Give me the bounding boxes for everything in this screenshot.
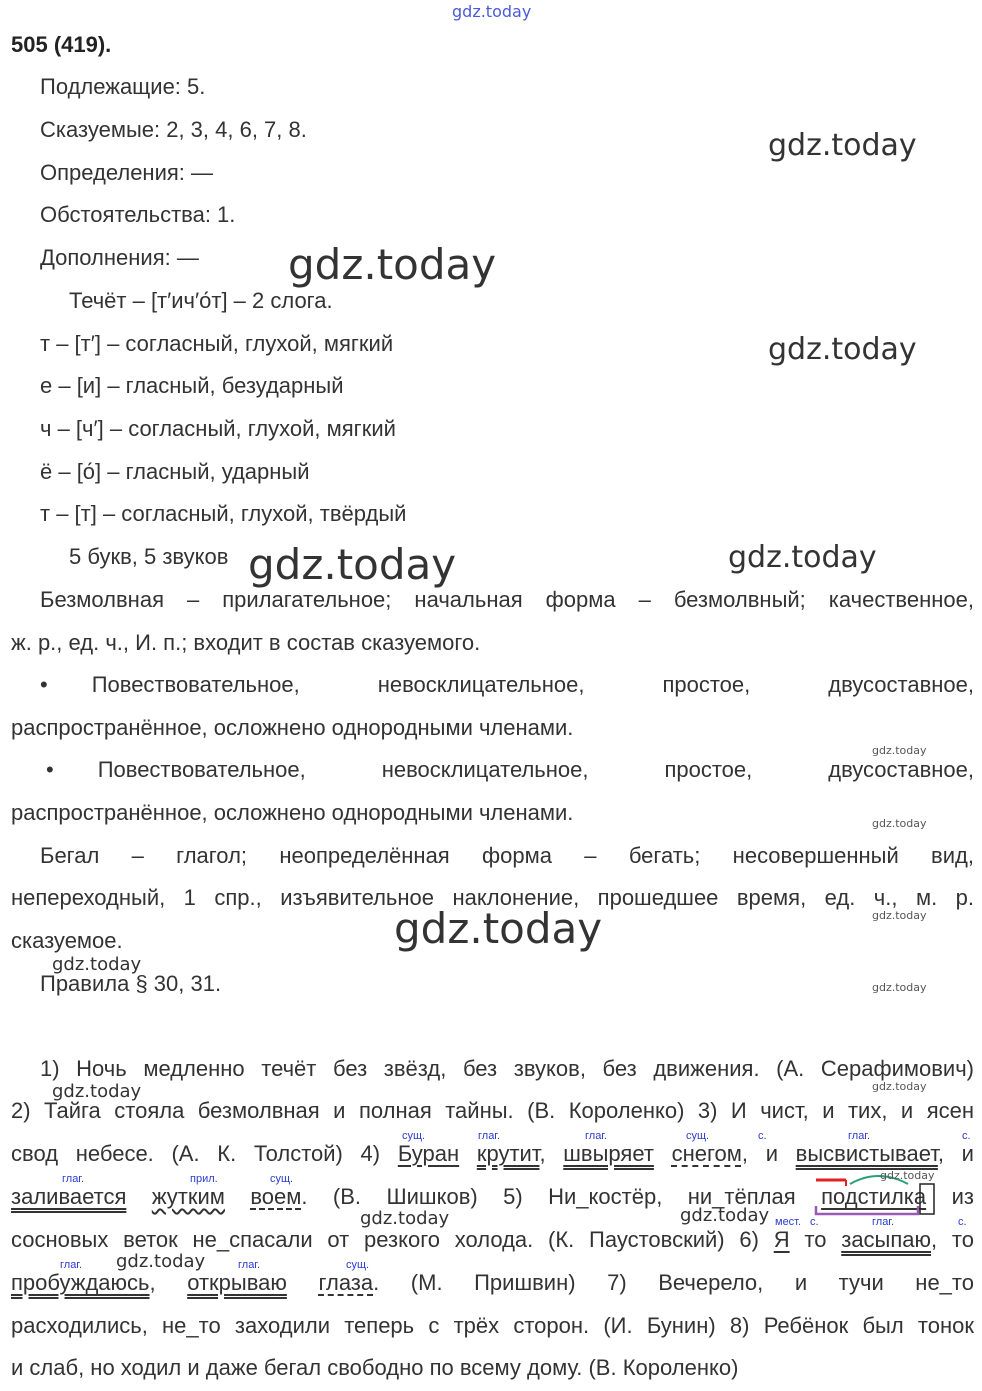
objects-line: Дополнения: — — [40, 245, 199, 270]
pos-tag: сущ. — [346, 1259, 370, 1271]
pos-tag: глаг. — [848, 1130, 871, 1142]
plain-text: сосновых веток не_спасали от резкого холода. (К. Паустовский) 6) — [11, 1227, 759, 1252]
phonetic-row: ё – [о́] – гласный, ударный — [40, 459, 310, 484]
plain-text: , то — [931, 1227, 974, 1252]
subject-word: Буран — [397, 1141, 460, 1166]
predicate-word: высвистывает — [795, 1141, 938, 1166]
pos-tag: сущ. — [686, 1130, 710, 1142]
watermark: gdz.today — [872, 744, 927, 757]
watermark: gdz.today — [768, 128, 917, 163]
letters-sounds: 5 букв, 5 звуков — [69, 544, 229, 569]
phonetic-title: Течёт – [т′ич′о́т] – 2 слога. — [69, 288, 333, 313]
plain-text: то — [804, 1227, 827, 1252]
sentence-line-7: расходились, не_то заходили теперь с трёх сторон. (И. Бунин) 8) Ребёнок был тонок — [11, 1313, 974, 1338]
watermark: gdz.today — [394, 904, 603, 953]
phonetic-row: ч – [ч′] – согласный, глухой, мягкий — [40, 416, 396, 441]
watermark: gdz.today — [52, 1081, 142, 1102]
watermark: gdz.today — [872, 1080, 927, 1093]
phonetic-row: е – [и] – гласный, безударный — [40, 373, 344, 398]
pos-tag: глаг. — [478, 1130, 501, 1142]
pos-tag: сущ. — [402, 1130, 426, 1142]
plain-text: свод небесе. (А. К. Толстой) 4) — [11, 1141, 381, 1166]
plain-text: , и — [937, 1141, 974, 1166]
attribute-word: жутким — [151, 1184, 225, 1209]
pos-tag: сущ. — [270, 1173, 294, 1185]
plain-text: , и — [741, 1141, 778, 1166]
object-word: воем — [250, 1184, 302, 1209]
predicate-word: пробуждаюсь — [11, 1270, 150, 1295]
subject-word: подстилка — [821, 1184, 927, 1209]
pos-tag: мест. — [775, 1216, 802, 1228]
predicate-word: открываю — [187, 1270, 287, 1295]
bullet-1-line-2: распространённое, осложнено однородными членами. — [11, 715, 574, 740]
predicates-line: Сказуемые: 2, 3, 4, 6, 7, 8. — [40, 117, 307, 142]
sentence-line-3 — [11, 1139, 974, 1169]
attributes-line: Определения: — — [40, 160, 214, 185]
pos-tag: прил. — [190, 1173, 218, 1185]
watermark: gdz.today — [872, 909, 927, 922]
comma: , — [539, 1141, 546, 1166]
pos-tag: с. — [958, 1216, 967, 1228]
watermark: gdz.today — [872, 817, 927, 830]
predicate-word: крутит — [476, 1141, 540, 1166]
rules-line: Правила § 30, 31. — [40, 971, 222, 996]
pos-tag: с. — [962, 1130, 971, 1142]
plain-text: . (В. Шишков) 5) Ни_костёр, ни_тёплая — [301, 1184, 796, 1209]
begal-line-2: непереходный, 1 спр., изъявительное наклонение, прошедшее время, ед. ч., м. р. — [11, 885, 974, 910]
watermark: gdz.today — [116, 1251, 206, 1272]
pos-tag: с. — [810, 1216, 819, 1228]
begal-line-3: сказуемое. — [11, 928, 123, 953]
stem-bracket — [816, 1206, 918, 1214]
watermark: gdz.today — [872, 981, 927, 994]
bullet-2-line-2: распространённое, осложнено однородными членами. — [11, 800, 574, 825]
ending-box — [920, 1184, 934, 1214]
pos-tag: глаг. — [238, 1259, 261, 1271]
subjects-line: Подлежащие: 5. — [40, 74, 206, 99]
pos-tag: глаг. — [62, 1173, 85, 1185]
begal-line-1: Бегал – глагол; неопределённая форма – бегать; несовершенный вид, — [40, 843, 974, 868]
pos-tag: глаг. — [60, 1259, 83, 1271]
bullet-1-line-1: • Повествовательное, невосклицательное, простое, двусоставное, — [40, 672, 974, 697]
pos-tag: глаг. — [585, 1130, 608, 1142]
object-word: глаза — [318, 1270, 374, 1295]
watermark: gdz.today — [680, 1205, 770, 1226]
watermark: gdz.today — [288, 240, 497, 289]
phonetic-row: т – [т] – согласный, глухой, твёрдый — [40, 501, 407, 526]
predicate-word: заливается — [11, 1184, 127, 1209]
watermark: gdz.today — [880, 1169, 935, 1182]
plain-text: из — [951, 1184, 974, 1209]
watermark: gdz.today — [728, 540, 877, 575]
subject-word: Я — [773, 1227, 790, 1252]
predicate-word: швыряет — [563, 1141, 654, 1166]
pos-tag: с. — [758, 1130, 767, 1142]
bullet-2-line-1: • Повествовательное, невосклицательное, простое, двусоставное, — [46, 757, 974, 782]
sentence-line-2: 2) Тайга стояла безмолвная и полная тайны. (В. Короленко) 3) И чист, и тих, и ясен — [11, 1098, 974, 1123]
pos-tag: глаг. — [872, 1216, 895, 1228]
bezmolvnaya-line-1: Безмолвная – прилагательное; начальная форма – безмолвный; качественное, — [40, 587, 974, 612]
plain-text: . (М. Пришвин) 7) Вечерело, и тучи не_то — [373, 1270, 974, 1295]
phonetic-row: т – [т′] – согласный, глухой, мягкий — [40, 331, 394, 356]
watermark: gdz.today — [360, 1208, 450, 1229]
watermark: gdz.today — [768, 332, 917, 367]
predicate-word: засыпаю — [841, 1227, 932, 1252]
watermark: gdz.today — [452, 2, 532, 21]
watermark: gdz.today — [52, 954, 142, 975]
sentence-line-1: 1) Ночь медленно течёт без звёзд, без звуков, без движения. (А. Серафимович) — [40, 1056, 974, 1081]
watermark: gdz.today — [248, 540, 457, 589]
sentence-line-6 — [11, 1268, 974, 1298]
adverbials-line: Обстоятельства: 1. — [40, 202, 236, 227]
sentence-line-8: и слаб, но ходил и даже бегал свободно по всему дому. (В. Короленко) — [11, 1355, 739, 1380]
object-word: снегом — [671, 1141, 742, 1166]
bezmolvnaya-line-2: ж. р., ед. ч., И. п.; входит в состав сказуемого. — [11, 630, 481, 655]
comma: , — [149, 1270, 156, 1295]
exercise-number: 505 (419). — [11, 32, 112, 57]
